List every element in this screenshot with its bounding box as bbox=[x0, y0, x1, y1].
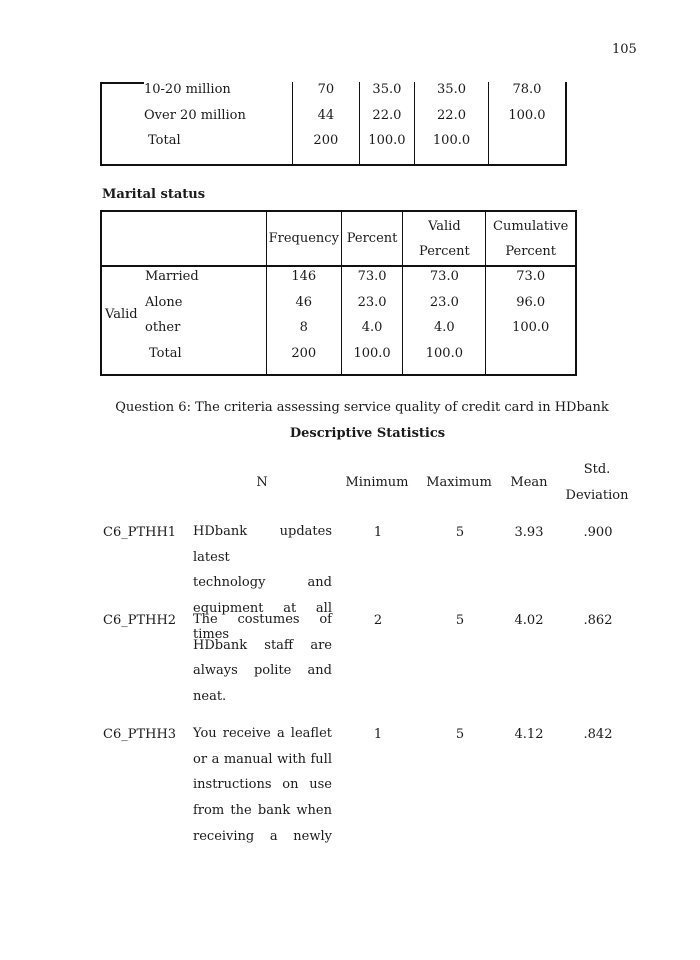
maximum-value: 5 bbox=[455, 525, 465, 540]
item-code: C6_PTHH3 bbox=[103, 727, 177, 742]
valid-percent-cell: 100.0 bbox=[415, 133, 489, 165]
description-line: receiving a newly bbox=[193, 828, 332, 844]
maximum-value: 5 bbox=[455, 727, 465, 742]
table-row bbox=[101, 108, 566, 134]
marital-status-title: Marital status bbox=[102, 187, 206, 202]
cumulative-percent-cell bbox=[488, 133, 566, 165]
header-cumulative-line-1: Cumulative bbox=[493, 218, 569, 234]
row-label: Married bbox=[145, 269, 199, 284]
valid-percent-cell: 35.0 bbox=[415, 82, 489, 108]
header-valid-line-2: Percent bbox=[419, 243, 470, 259]
mean-value: 4.02 bbox=[514, 613, 544, 628]
row-label: Over 20 million bbox=[144, 107, 246, 123]
row-label: 10-20 million bbox=[144, 82, 231, 97]
table-row bbox=[101, 318, 576, 344]
header-n: N bbox=[256, 475, 268, 490]
valid-percent-cell: 4.0 bbox=[403, 318, 486, 344]
valid-percent-cell: 100.0 bbox=[403, 344, 486, 375]
cumulative-percent-cell: 100.0 bbox=[486, 318, 576, 344]
table-row bbox=[101, 293, 576, 319]
marital-table-wrap bbox=[100, 210, 577, 372]
minimum-value: 1 bbox=[373, 727, 383, 742]
header-minimum: Minimum bbox=[345, 475, 409, 490]
frequency-cell: 8 bbox=[266, 318, 341, 344]
cumulative-percent-cell: 78.0 bbox=[488, 82, 566, 108]
description-line: You receive a leaflet bbox=[193, 726, 332, 741]
header-std-line-1: Std. bbox=[583, 462, 611, 477]
percent-cell: 22.0 bbox=[359, 108, 414, 134]
minimum-value: 2 bbox=[373, 613, 383, 628]
row-label: Alone bbox=[145, 294, 183, 310]
row-label: Total bbox=[149, 345, 182, 361]
header-stub bbox=[101, 211, 266, 266]
marital-table bbox=[100, 210, 577, 376]
descriptive-statistics-title: Descriptive Statistics bbox=[289, 426, 446, 441]
maximum-value: 5 bbox=[455, 613, 465, 628]
valid-percent-cell: 73.0 bbox=[403, 266, 486, 293]
header-percent: Percent bbox=[341, 211, 403, 266]
percent-cell: 73.0 bbox=[341, 266, 403, 293]
description-line: from the bank when bbox=[193, 803, 332, 819]
cumulative-percent-cell: 73.0 bbox=[486, 266, 576, 293]
table-row bbox=[101, 266, 576, 293]
description-line: HDbank staff are bbox=[193, 637, 332, 653]
item-code: C6_PTHH1 bbox=[103, 525, 177, 540]
header-frequency: Frequency bbox=[266, 211, 341, 266]
mean-value: 3.93 bbox=[514, 525, 544, 540]
table-row bbox=[101, 344, 576, 375]
header-cumulative-line-2: Percent bbox=[505, 243, 557, 259]
percent-cell: 100.0 bbox=[359, 133, 414, 165]
std-value: .900 bbox=[583, 525, 613, 540]
description-line: or a manual with full bbox=[193, 751, 332, 767]
percent-cell: 35.0 bbox=[359, 82, 414, 108]
description-line: The costumes of bbox=[193, 612, 332, 627]
header-valid-percent bbox=[403, 211, 486, 266]
valid-percent-cell: 23.0 bbox=[403, 293, 486, 319]
percent-cell: 100.0 bbox=[341, 344, 403, 375]
mean-value: 4.12 bbox=[514, 727, 544, 742]
percent-cell: 23.0 bbox=[341, 293, 403, 319]
frequency-cell: 200 bbox=[266, 344, 341, 375]
income-table bbox=[100, 82, 567, 166]
frequency-cell: 70 bbox=[293, 82, 360, 108]
page-number: 105 bbox=[612, 42, 637, 57]
description-line: neat. bbox=[193, 689, 227, 705]
frequency-cell: 44 bbox=[293, 108, 360, 134]
minimum-value: 1 bbox=[373, 525, 383, 540]
valid-percent-cell: 22.0 bbox=[415, 108, 489, 134]
row-label: Total bbox=[148, 133, 181, 148]
header-row bbox=[101, 211, 576, 266]
cumulative-percent-cell bbox=[486, 344, 576, 375]
item-description bbox=[193, 607, 332, 710]
header-mean: Mean bbox=[510, 475, 548, 490]
description-line: technology and bbox=[193, 575, 332, 591]
description-line: equipment at all times bbox=[193, 601, 332, 642]
item-description bbox=[193, 721, 332, 850]
header-cumulative-percent bbox=[486, 211, 576, 266]
percent-cell: 4.0 bbox=[341, 318, 403, 344]
cumulative-percent-cell: 96.0 bbox=[486, 293, 576, 319]
group-label-valid: Valid bbox=[105, 307, 138, 322]
frequency-cell: 46 bbox=[266, 293, 341, 319]
std-value: .842 bbox=[583, 727, 613, 742]
table-row bbox=[101, 133, 566, 165]
question-heading: Question 6: The criteria assessing service quality of credit card in HDbank bbox=[115, 400, 609, 415]
frequency-cell: 146 bbox=[266, 266, 341, 293]
item-code: C6_PTHH2 bbox=[103, 613, 177, 628]
description-line: always polite and bbox=[193, 663, 332, 679]
header-maximum: Maximum bbox=[426, 475, 492, 490]
description-line: HDbank updates latest bbox=[193, 524, 332, 565]
table-row bbox=[101, 82, 566, 108]
description-line: instructions on use bbox=[193, 777, 332, 793]
cumulative-percent-cell: 100.0 bbox=[488, 108, 566, 134]
frequency-cell: 200 bbox=[293, 133, 360, 165]
header-valid-line-1: Valid bbox=[428, 218, 461, 234]
header-std-line-2: Deviation bbox=[565, 488, 629, 503]
row-label: other bbox=[145, 320, 181, 335]
std-value: .862 bbox=[583, 613, 613, 628]
